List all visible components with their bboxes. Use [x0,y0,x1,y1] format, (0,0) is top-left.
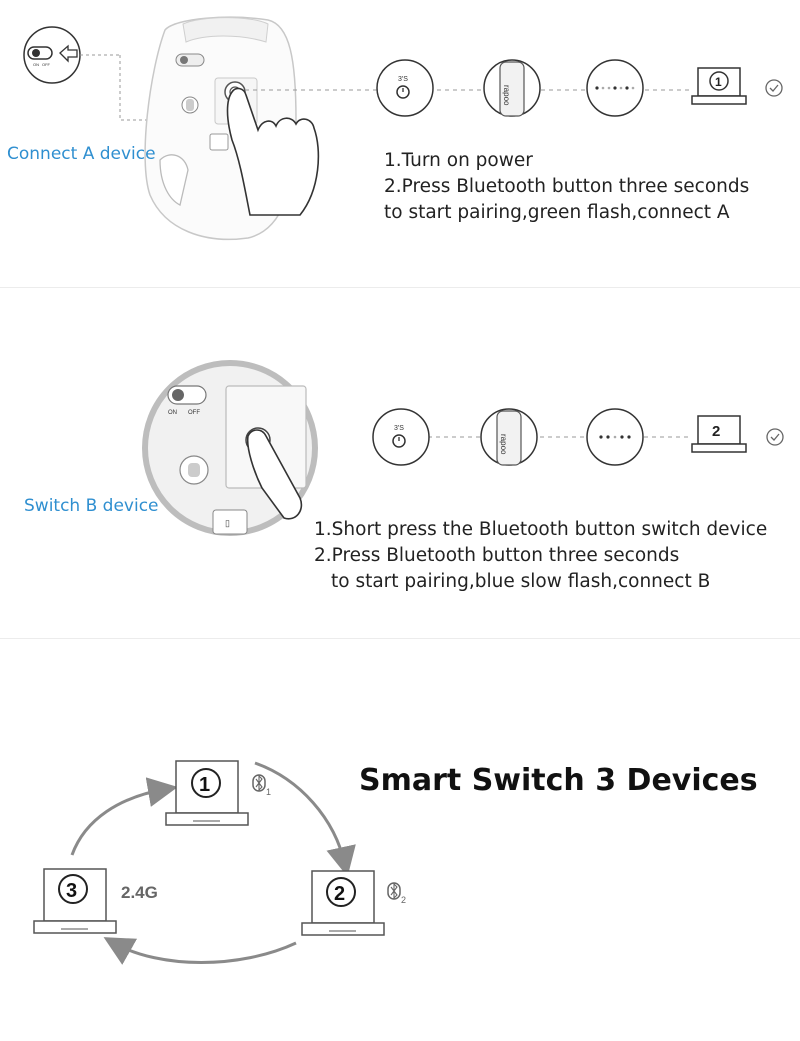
usb-receiver-icon [484,60,540,116]
laptop-icon [692,416,746,452]
timer-icon [373,409,429,465]
connect-a-label: Connect A device [7,144,156,164]
laptop-number: 1 [715,75,722,89]
timer-label: 3'S [398,76,408,83]
dongle-brand: rapoo [499,434,508,455]
laptop-number: 2 [712,423,721,440]
laptop-1-icon [166,761,248,825]
laptop-2-icon [302,871,384,935]
switch-b-steps [314,517,767,595]
connection-label-24g: 2.4G [121,883,158,902]
connection-subscript: 1 [266,787,272,797]
timer-icon [377,60,433,116]
smart-switch-title: Smart Switch 3 Devices [359,763,758,798]
smart-switch-diagram [0,639,800,1041]
step-2: 2.Press Bluetooth button three seconds [314,545,680,566]
arrow-1-to-2 [255,763,345,865]
blue-flash-icon [587,409,643,465]
step-3: to start pairing,green flash,connect A [384,202,730,223]
laptop-3-icon [34,869,116,933]
switch-on-label: ON [33,62,39,67]
switch-on-label: ON [168,410,177,416]
svg-text:▯: ▯ [225,518,230,528]
switch-off-label: OFF [42,62,50,67]
device-number: 1 [199,774,211,796]
step-1: 1.Short press the Bluetooth button switch device [314,519,768,540]
step-3: to start pairing,blue slow flash,connect B [331,571,711,592]
laptop-icon [692,68,746,104]
switch-off-label: OFF [188,410,200,416]
section-switch-b [0,288,800,638]
arrow-2-to-3 [114,943,296,963]
power-switch-icon [24,27,80,83]
connection-subscript: 2 [401,895,407,905]
device-number: 2 [334,883,346,905]
green-flash-icon [587,60,643,116]
step-2: 2.Press Bluetooth button three seconds [384,176,750,197]
section-smart-switch [0,639,800,1041]
dongle-brand: rapoo [502,85,511,106]
section-connect-a [0,0,800,287]
usb-receiver-icon [481,409,537,465]
check-icon [766,80,782,96]
bluetooth-icon [388,883,406,905]
step-1: 1.Turn on power [384,150,533,171]
timer-label: 3'S [394,425,404,432]
arrow-3-to-1 [72,789,166,855]
device-number: 3 [66,880,78,902]
connect-a-steps [384,148,749,226]
switch-b-label: Switch B device [24,496,159,516]
bluetooth-icon [253,775,271,797]
check-icon [767,429,783,445]
